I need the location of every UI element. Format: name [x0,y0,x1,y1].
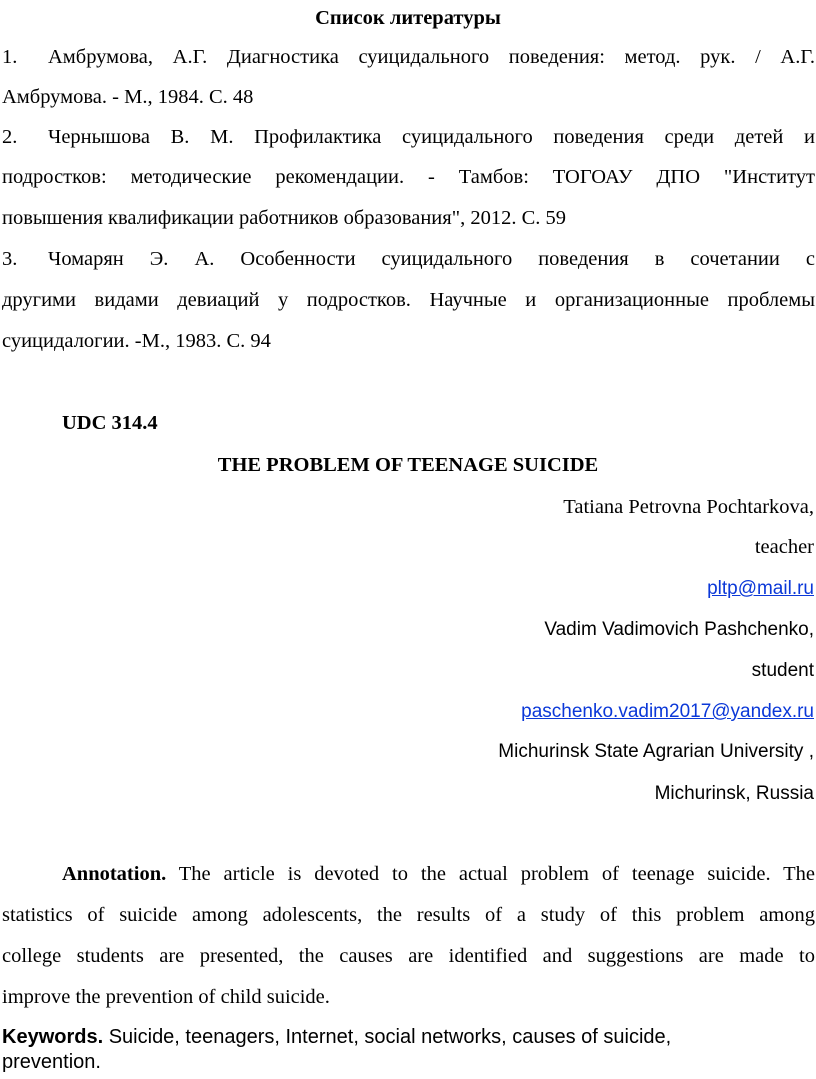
author-2-email-link[interactable]: paschenko.vadim2017@yandex.ru [521,701,814,722]
annotation-line-4: improve the prevention of child suicide. [2,986,330,1008]
reference-item-2-line-3: повышения квалификации работников образования", 2012. С. 59 [2,207,567,229]
udc-code: UDC 314.4 [62,412,158,434]
author-1-email-link[interactable]: pltp@mail.ru [707,578,814,599]
annotation-line-2: statistics of suicide among adolescents, the results of a study of this problem among [2,904,815,926]
reference-item-3-line-1: 3. Чомарян Э. А. Особенности суицидального поведения в сочетании с [2,248,815,270]
reference-number: 3. [2,248,18,270]
affiliation: Michurinsk State Agrarian University , [498,741,814,762]
author-1-role: teacher [754,536,814,558]
reference-number: 2. [2,126,18,148]
author-2-name: Vadim Vadimovich Pashchenko, [544,619,814,640]
article-title: THE PROBLEM OF TEENAGE SUICIDE [217,454,599,476]
location: Michurinsk, Russia [654,783,814,804]
reference-item-1-line-2: Амбрумова. - М., 1984. С. 48 [2,86,254,108]
author-1-name: Tatiana Petrovna Pochtarkova, [563,496,814,518]
annotation-label: Annotation. [62,863,167,885]
keywords-line-2: prevention. [2,1051,101,1073]
references-heading: Список литературы [315,7,501,29]
author-2-role: student [751,660,814,681]
keywords-label: Keywords. [2,1026,104,1048]
reference-item-1-line-1: 1. Амбрумова, А.Г. Диагностика суицидального поведения: метод. рук. / А.Г. [2,46,815,68]
reference-item-2-line-1: 2. Чернышова В. М. Профилактика суицидального поведения среди детей и [2,126,815,148]
annotation-line-3: college students are presented, the causes are identified and suggestions are made to [2,945,815,967]
reference-item-3-line-3: суицидалогии. -М., 1983. С. 94 [2,330,271,352]
reference-item-3-line-2: другими видами девиаций у подростков. Научные и организационные проблемы [2,289,815,311]
reference-number: 1. [2,46,18,68]
annotation-line-1: Annotation. The article is devoted to the actual problem of teenage suicide. The [62,863,815,885]
keywords-line-1: Keywords. Suicide, teenagers, Internet, social networks, causes of suicide, [2,1026,672,1048]
reference-item-2-line-2: подростков: методические рекомендации. - Тамбов: ТОГОАУ ДПО "Институт [2,166,815,188]
